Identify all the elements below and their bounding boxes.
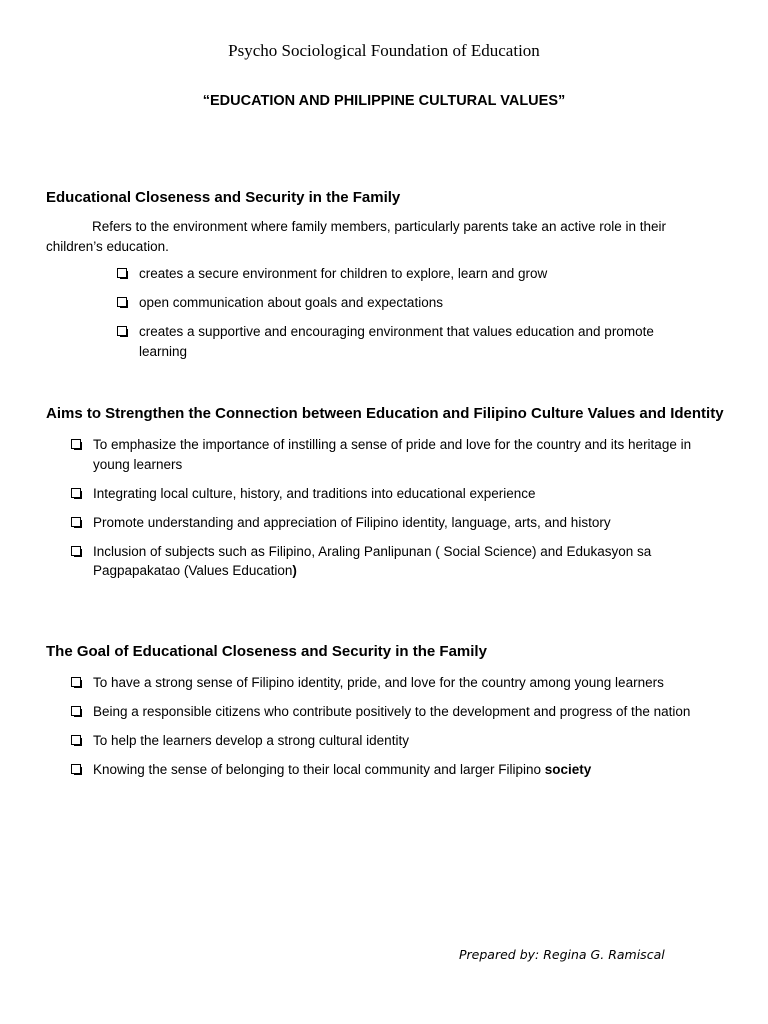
section-goal [46,641,726,789]
bullet-list [71,435,726,581]
list-item: Being a responsible citizens who contribute positively to the development and progress of the nation [71,702,693,722]
checkbox-icon [71,546,81,556]
checkbox-icon [71,706,81,716]
list-item: creates a supportive and encouraging environment that values education and promote learning [117,322,699,361]
checkbox-icon [71,764,81,774]
checkbox-icon [117,326,127,336]
checkbox-icon [71,517,81,527]
section-heading: Educational Closeness and Security in the Family [46,189,401,206]
checkbox-icon [117,268,127,278]
checkbox-icon [71,439,81,449]
list-item: To have a strong sense of Filipino identity, pride, and love for the country among young learners [71,673,693,693]
list-item: Inclusion of subjects such as Filipino, Araling Panlipunan ( Social Science) and Edukasyon sa Pagpapakatao (Values Education) [71,542,718,581]
section-paragraph: Refers to the environment where family members, particularly parents take an active role in their children’s education. [46,219,667,254]
document-subtitle: “EDUCATION AND PHILIPPINE CULTURAL VALUES” [202,93,566,109]
checkbox-icon [71,488,81,498]
document-title: Psycho Sociological Foundation of Education [228,41,540,60]
prepared-by: Prepared by: Regina G. Ramiscal [459,947,665,962]
list-item: Promote understanding and appreciation of Filipino identity, language, arts, and history [71,513,718,533]
checkbox-icon [117,297,127,307]
bullet-list [71,673,726,780]
section-heading: The Goal of Educational Closeness and Security in the Family [46,643,487,660]
list-item: creates a secure environment for children to explore, learn and grow [117,264,699,284]
section-family-closeness [46,187,726,371]
list-item: To help the learners develop a strong cultural identity [71,731,693,751]
checkbox-icon [71,677,81,687]
section-heading: Aims to Strengthen the Connection between Education and Filipino Culture Values and Identity [46,405,724,422]
list-item: To emphasize the importance of instilling a sense of pride and love for the country and its heritage in young learners [71,435,718,474]
list-item: Knowing the sense of belonging to their local community and larger Filipino society [71,760,693,780]
section-aims [46,403,726,590]
bullet-list [117,264,726,361]
list-item: open communication about goals and expectations [117,293,699,313]
list-item: Integrating local culture, history, and traditions into educational experience [71,484,718,504]
checkbox-icon [71,735,81,745]
